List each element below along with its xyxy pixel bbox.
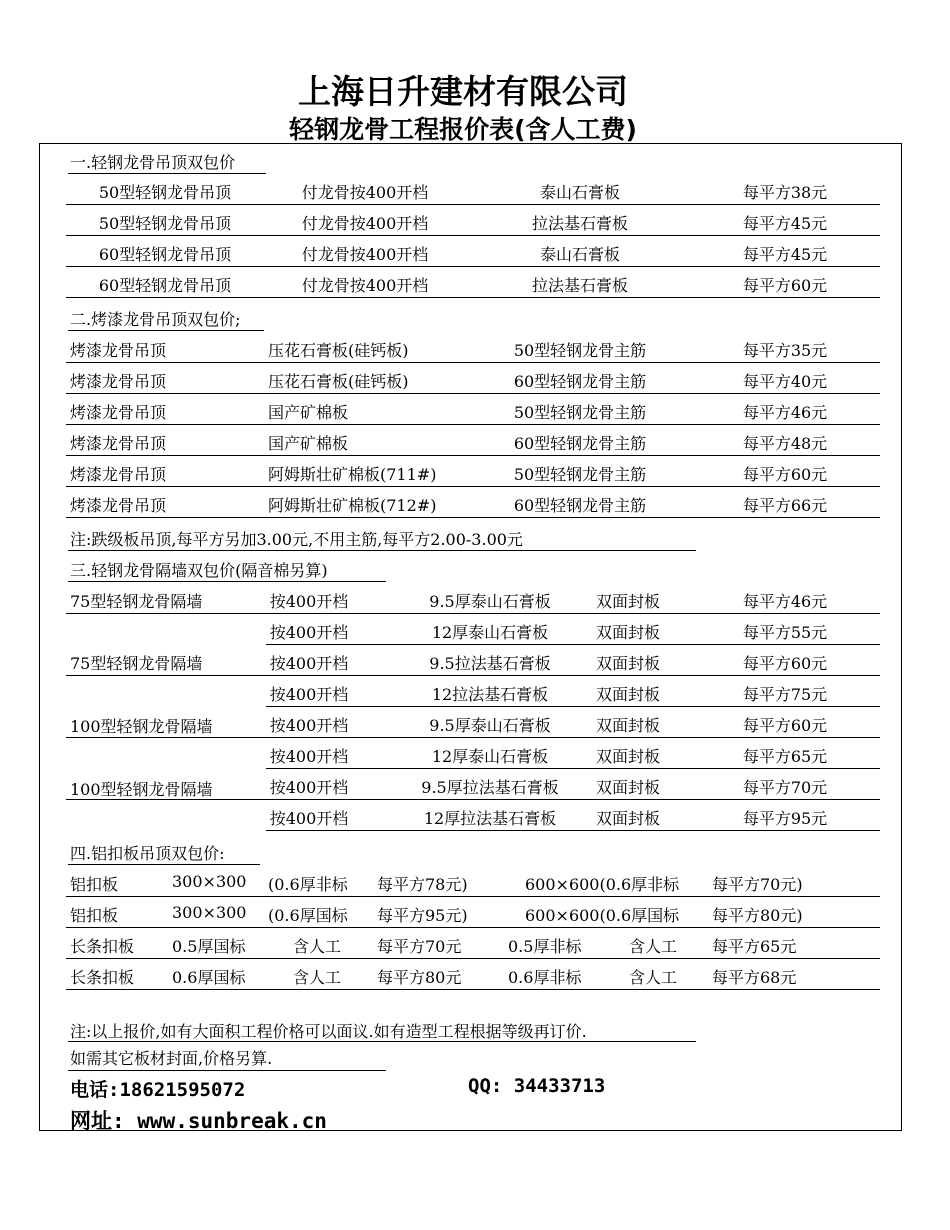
- table-cell: 压花石膏板(硅钙板): [268, 372, 409, 391]
- table-cell: 60型轻钢龙骨主筋: [513, 372, 647, 391]
- table-cell: 铝扣板: [70, 875, 119, 894]
- row-divider: [66, 393, 880, 394]
- table-cell: 0.5厚非标: [508, 937, 582, 956]
- table-cell: 双面封板: [596, 623, 661, 642]
- table-cell: 烤漆龙骨吊顶: [70, 434, 167, 453]
- table-cell: 每平方70元): [712, 875, 803, 894]
- table-cell: 双面封板: [596, 592, 661, 611]
- table-cell: 烤漆龙骨吊顶: [70, 403, 167, 422]
- table-cell: 含人工: [629, 937, 678, 956]
- table-cell: 每平方75元: [742, 685, 828, 704]
- row-divider: [66, 424, 880, 425]
- table-cell: 每平方70元: [742, 778, 828, 797]
- table-cell: 国产矿棉板: [268, 403, 349, 422]
- table-cell: 双面封板: [596, 654, 661, 673]
- table-cell: 每平方60元: [742, 716, 828, 735]
- table-cell: 50型轻钢龙骨主筋: [513, 403, 647, 422]
- table-cell: 12厚泰山石膏板: [431, 623, 549, 642]
- divider: [68, 173, 266, 174]
- row-divider: [66, 486, 880, 487]
- table-cell: 12拉法基石膏板: [431, 685, 549, 704]
- table-cell: 长条扣板: [70, 968, 135, 987]
- table-cell: 烤漆龙骨吊顶: [70, 341, 167, 360]
- table-cell: 每平方80元: [377, 968, 462, 987]
- table-cell: 按400开档: [269, 592, 349, 611]
- table-cell: 75型轻钢龙骨隔墙: [70, 654, 203, 673]
- table-cell: 拉法基石膏板: [531, 276, 628, 295]
- table-cell: 12厚拉法基石膏板: [423, 809, 557, 828]
- table-cell: 每平方45元: [742, 214, 828, 233]
- divider: [68, 550, 696, 551]
- table-cell: 0.6厚国标: [172, 968, 246, 987]
- table-cell: 9.5厚拉法基石膏板: [421, 778, 559, 797]
- row-divider: [66, 517, 880, 518]
- contact-phone: 电话:18621595072: [70, 1079, 246, 1101]
- table-cell: 每平方70元: [377, 937, 462, 956]
- table-cell: 每平方40元: [742, 372, 828, 391]
- table-cell: 铝扣板: [70, 906, 119, 925]
- table-cell: 每平方66元: [742, 496, 828, 515]
- row-divider: [66, 362, 880, 363]
- table-cell: 双面封板: [596, 747, 661, 766]
- table-cell: 烤漆龙骨吊顶: [70, 465, 167, 484]
- table-cell: 每平方60元: [742, 654, 828, 673]
- table-cell: 付龙骨按400开档: [301, 276, 429, 295]
- table-cell: 按400开档: [269, 716, 349, 735]
- table-cell: 每平方80元): [712, 906, 803, 925]
- table-cell: 每平方46元: [742, 403, 828, 422]
- table-cell: 100型轻钢龙骨隔墙: [70, 717, 213, 736]
- table-cell: 含人工: [293, 968, 342, 987]
- table-cell: 按400开档: [269, 685, 349, 704]
- table-cell: 泰山石膏板: [539, 245, 620, 264]
- table-cell: 付龙骨按400开档: [301, 245, 429, 264]
- section-3-heading: 三.轻钢龙骨隔墙双包价(隔音棉另算): [70, 561, 328, 580]
- table-cell: 烤漆龙骨吊顶: [70, 496, 167, 515]
- table-cell: 每平方60元: [742, 276, 828, 295]
- table-cell: 每平方45元: [742, 245, 828, 264]
- table-cell: 阿姆斯壮矿棉板(712#): [268, 496, 437, 515]
- table-cell: 75型轻钢龙骨隔墙: [70, 592, 203, 611]
- row-divider: [66, 799, 880, 800]
- row-divider: [66, 958, 880, 959]
- row-divider: [66, 613, 880, 614]
- row-divider: [66, 235, 880, 236]
- row-divider: [66, 989, 880, 990]
- table-cell: 300×300: [172, 872, 247, 891]
- divider: [68, 1070, 386, 1071]
- footer-note-2: 如需其它板材封面,价格另算.: [70, 1049, 273, 1068]
- table-cell: 每平方68元: [712, 968, 797, 987]
- row-divider: [66, 266, 880, 267]
- table-cell: 300×300: [172, 903, 247, 922]
- row-divider: [266, 830, 880, 831]
- row-divider: [66, 297, 880, 298]
- table-cell: 拉法基石膏板: [531, 214, 628, 233]
- table-cell: 9.5厚泰山石膏板: [429, 716, 551, 735]
- row-divider: [266, 644, 880, 645]
- table-cell: 9.5厚泰山石膏板: [429, 592, 551, 611]
- company-name: 上海日升建材有限公司: [298, 72, 628, 111]
- divider: [68, 330, 264, 331]
- table-cell: 0.6厚非标: [508, 968, 582, 987]
- table-cell: 每平方46元: [742, 592, 828, 611]
- table-cell: 含人工: [629, 968, 678, 987]
- contact-website[interactable]: 网址: www.sunbreak.cn: [70, 1109, 327, 1133]
- table-cell: 烤漆龙骨吊顶: [70, 372, 167, 391]
- table-cell: 600×600(0.6厚非标: [525, 875, 680, 894]
- section-4-heading: 四.铝扣板吊顶双包价:: [70, 844, 225, 863]
- divider: [68, 1041, 696, 1042]
- table-cell: 每平方48元: [742, 434, 828, 453]
- table-cell: 60型轻钢龙骨主筋: [513, 434, 647, 453]
- table-cell: 双面封板: [596, 809, 661, 828]
- table-cell: 每平方95元: [742, 809, 828, 828]
- section-1-heading: 一.轻钢龙骨吊顶双包价: [70, 153, 236, 172]
- table-cell: 国产矿棉板: [268, 434, 349, 453]
- table-cell: 9.5拉法基石膏板: [429, 654, 551, 673]
- table-cell: 600×600(0.6厚国标: [525, 906, 680, 925]
- row-divider: [66, 455, 880, 456]
- table-cell: 60型轻钢龙骨吊顶: [98, 245, 232, 264]
- table-cell: 12厚泰山石膏板: [431, 747, 549, 766]
- section-2-note: 注:跌级板吊顶,每平方另加3.00元,不用主筋,每平方2.00-3.00元: [70, 530, 523, 549]
- table-cell: 含人工: [293, 937, 342, 956]
- table-cell: 按400开档: [269, 747, 349, 766]
- row-divider: [266, 768, 880, 769]
- table-cell: 每平方65元: [712, 937, 797, 956]
- divider: [68, 581, 386, 582]
- table-cell: 50型轻钢龙骨吊顶: [98, 183, 232, 202]
- table-cell: 60型轻钢龙骨吊顶: [98, 276, 232, 295]
- divider: [68, 864, 260, 865]
- table-cell: 双面封板: [596, 778, 661, 797]
- table-cell: 每平方95元): [377, 906, 468, 925]
- table-cell: 每平方38元: [742, 183, 828, 202]
- table-cell: 每平方55元: [742, 623, 828, 642]
- table-cell: 每平方65元: [742, 747, 828, 766]
- row-divider: [66, 675, 880, 676]
- table-cell: (0.6厚国标: [268, 906, 348, 925]
- table-cell: 按400开档: [269, 623, 349, 642]
- table-cell: 泰山石膏板: [539, 183, 620, 202]
- row-divider: [266, 706, 880, 707]
- table-cell: 60型轻钢龙骨主筋: [513, 496, 647, 515]
- table-cell: 0.5厚国标: [172, 937, 246, 956]
- footer-note-1: 注:以上报价,如有大面积工程价格可以面议.如有造型工程根据等级再订价.: [70, 1022, 587, 1041]
- table-cell: 付龙骨按400开档: [301, 214, 429, 233]
- row-divider: [66, 737, 880, 738]
- table-cell: 50型轻钢龙骨吊顶: [98, 214, 232, 233]
- table-cell: 按400开档: [269, 809, 349, 828]
- table-cell: 压花石膏板(硅钙板): [268, 341, 409, 360]
- table-cell: 100型轻钢龙骨隔墙: [70, 780, 213, 799]
- table-cell: 每平方78元): [377, 875, 468, 894]
- table-cell: (0.6厚非标: [268, 875, 348, 894]
- section-2-heading: 二.烤漆龙骨吊顶双包价;: [70, 310, 241, 329]
- table-cell: 每平方60元: [742, 465, 828, 484]
- table-cell: 阿姆斯壮矿棉板(711#): [268, 465, 437, 484]
- table-cell: 按400开档: [269, 654, 349, 673]
- row-divider: [66, 896, 880, 897]
- page-title: 轻钢龙骨工程报价表(含人工费): [289, 115, 637, 144]
- table-cell: 付龙骨按400开档: [301, 183, 429, 202]
- table-cell: 长条扣板: [70, 937, 135, 956]
- row-divider: [66, 204, 880, 205]
- table-cell: 双面封板: [596, 685, 661, 704]
- table-cell: 双面封板: [596, 716, 661, 735]
- row-divider: [66, 927, 880, 928]
- table-cell: 50型轻钢龙骨主筋: [513, 465, 647, 484]
- table-cell: 按400开档: [269, 778, 349, 797]
- table-cell: 每平方35元: [742, 341, 828, 360]
- contact-qq: QQ: 34433713: [468, 1075, 606, 1097]
- table-cell: 50型轻钢龙骨主筋: [513, 341, 647, 360]
